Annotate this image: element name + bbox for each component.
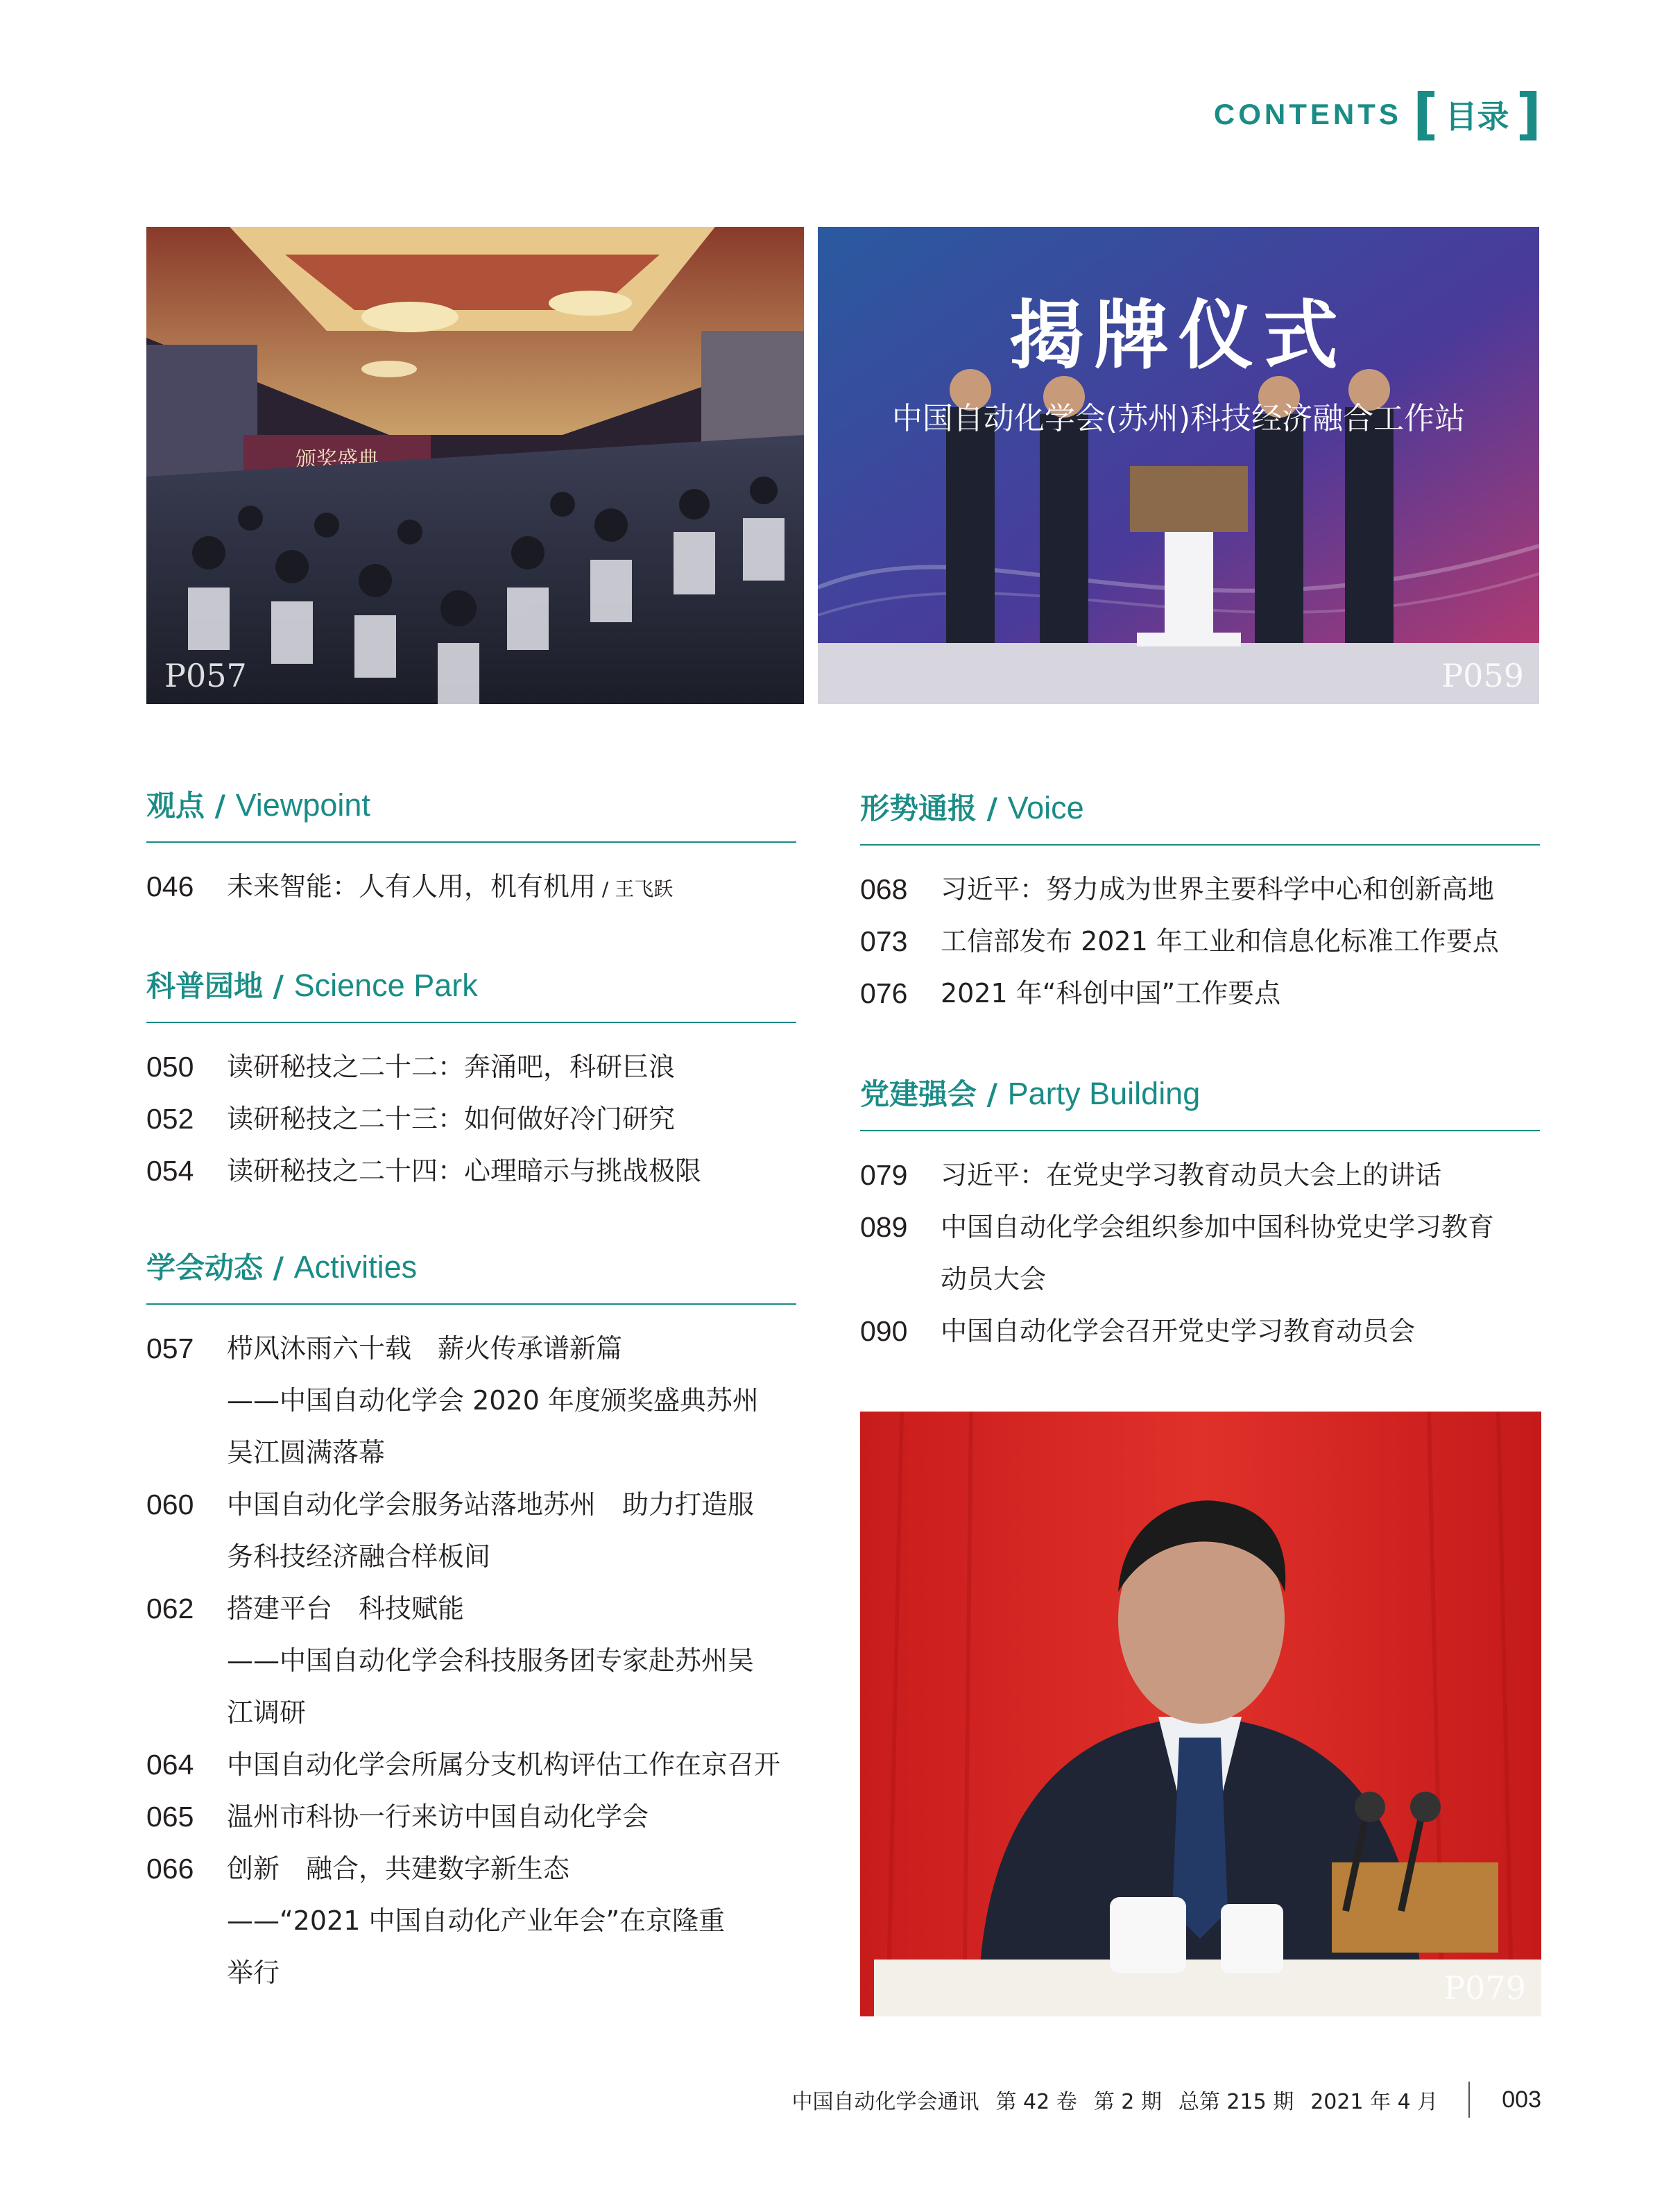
bracket-right: ] <box>1516 82 1541 146</box>
entry-title-line: 栉风沐雨六十载 薪火传承谱新篇 <box>227 1333 623 1364</box>
toc-entry[interactable] <box>860 1149 1540 1201</box>
entry-subtitle-line: ——中国自动化学会 2020 年度颁奖盛典苏州 <box>227 1385 759 1416</box>
section-title-cn: 科普园地 / <box>146 969 294 1003</box>
photo-speaker[interactable] <box>860 1412 1541 2016</box>
toc-entry[interactable] <box>146 1479 796 1583</box>
issue-date: 2021 年 4 月 <box>1310 2090 1439 2114</box>
section-header <box>860 787 1540 846</box>
entry-title: 温州市科协一行来访中国自动化学会 <box>227 1801 649 1832</box>
issue-label: 第 2 期 <box>1093 2090 1162 2114</box>
entry-title <box>227 1323 759 1479</box>
section-header <box>146 965 796 1023</box>
section-title-en: Viewpoint <box>235 787 370 823</box>
entry-title-line: 中国自动化学会服务站落地苏州 助力打造服 <box>227 1489 755 1520</box>
page-number: 064 <box>146 1749 194 1781</box>
section-voice <box>860 787 1540 1020</box>
stage-banner-text: 颁奖盛典 <box>295 447 379 472</box>
entry-title <box>227 1843 725 1999</box>
section-header <box>146 785 796 843</box>
entry-title-line: 务科技经济融合样板间 <box>227 1541 491 1572</box>
entry-subtitle-line: 举行 <box>227 1957 280 1988</box>
speaker-image <box>860 1412 1541 2016</box>
page-number: 052 <box>146 1103 194 1135</box>
unveiling-headline: 揭牌仪式 <box>1009 292 1348 379</box>
toc-entry[interactable] <box>860 968 1540 1020</box>
page-footer <box>791 2079 1541 2120</box>
entry-title: 读研秘技之二十二：奔涌吧，科研巨浪 <box>227 1052 676 1082</box>
photo-unveiling-ceremony[interactable] <box>818 227 1539 704</box>
page-number: 068 <box>860 873 908 905</box>
toc-entry[interactable] <box>146 1145 796 1197</box>
page-number: 050 <box>146 1051 194 1083</box>
ceremony-image <box>146 227 804 704</box>
page-number-footer: 003 <box>1502 2086 1541 2113</box>
entry-author: / 王飞跃 <box>596 877 674 900</box>
section-activities <box>146 1246 796 1999</box>
toc-entry[interactable] <box>146 1323 796 1479</box>
toc-entry[interactable] <box>146 1843 796 1999</box>
page-number: 079 <box>860 1159 908 1191</box>
entry-title: 读研秘技之二十三：如何做好冷门研究 <box>227 1104 676 1134</box>
section-title-en: Science Park <box>293 968 478 1003</box>
page-number: 046 <box>146 871 194 902</box>
entry-title: 读研秘技之二十四：心理暗示与挑战极限 <box>227 1156 702 1186</box>
unveiling-subline: 中国自动化学会(苏州)科技经济融合工作站 <box>891 401 1466 436</box>
entry-title-line: 搭建平台 科技赋能 <box>227 1593 465 1624</box>
entry-subtitle-line: ——“2021 中国自动化产业年会”在京隆重 <box>227 1905 726 1936</box>
page-number: 066 <box>146 1853 194 1885</box>
photo-award-ceremony[interactable] <box>146 227 804 704</box>
section-title-en: Voice <box>1007 790 1084 825</box>
entry-subtitle-line: 江调研 <box>227 1697 307 1728</box>
entry-title: 习近平：在党史学习教育动员大会上的讲话 <box>941 1160 1442 1190</box>
section-title-cn: 学会动态 / <box>146 1251 294 1285</box>
entry-title-line: 动员大会 <box>941 1264 1047 1294</box>
entry-title <box>227 1583 754 1739</box>
footer-divider <box>1468 2082 1470 2118</box>
section-party-building <box>860 1073 1540 1357</box>
toc-entry[interactable] <box>146 1041 796 1093</box>
page-number: 054 <box>146 1155 194 1187</box>
toc-entry[interactable] <box>146 1583 796 1739</box>
toc-entry[interactable] <box>146 861 796 915</box>
entry-subtitle-line: ——中国自动化学会科技服务团专家赴苏州吴 <box>227 1645 755 1676</box>
page-number: 062 <box>146 1593 194 1624</box>
page-number: 073 <box>860 925 908 957</box>
entry-title: 习近平：努力成为世界主要科学中心和创新高地 <box>941 874 1495 904</box>
toc-entry[interactable] <box>860 916 1540 968</box>
photo-page-ref: P079 <box>1443 1969 1526 2007</box>
page-number: 090 <box>860 1315 908 1347</box>
contents-header <box>1214 83 1541 146</box>
section-science-park <box>146 965 796 1197</box>
contents-label-cn: 目录 <box>1445 98 1509 135</box>
volume-label: 第 42 卷 <box>995 2090 1077 2114</box>
toc-entry[interactable] <box>860 864 1540 916</box>
page-number: 060 <box>146 1489 194 1520</box>
journal-name: 中国自动化学会通讯 <box>791 2090 979 2114</box>
toc-entry[interactable] <box>860 1305 1540 1357</box>
total-issue-label: 总第 215 期 <box>1178 2090 1294 2114</box>
toc-entry[interactable] <box>860 1201 1540 1305</box>
section-title-cn: 观点 / <box>146 789 236 823</box>
toc-entry[interactable] <box>146 1739 796 1791</box>
contents-label-en: CONTENTS <box>1213 98 1402 130</box>
page-number: 065 <box>146 1801 194 1833</box>
section-title-en: Party Building <box>1007 1076 1201 1111</box>
photo-page-ref: P057 <box>164 657 247 694</box>
section-header <box>146 1246 796 1305</box>
section-viewpoint <box>146 785 796 915</box>
entry-subtitle-line: 吴江圆满落幕 <box>227 1437 386 1468</box>
entry-title: 中国自动化学会召开党史学习教育动员会 <box>941 1316 1416 1346</box>
entry-title <box>227 861 673 915</box>
entry-title-line: 中国自动化学会组织参加中国科协党史学习教育 <box>941 1212 1495 1242</box>
entry-title-line: 未来智能：人有人用，机有机用 <box>227 871 597 902</box>
entry-title: 中国自动化学会所属分支机构评估工作在京召开 <box>227 1749 781 1780</box>
page-number: 089 <box>860 1211 908 1243</box>
section-title-cn: 形势通报 / <box>860 791 1008 825</box>
entry-title <box>227 1479 754 1583</box>
toc-entry[interactable] <box>146 1093 796 1145</box>
entry-title: 工信部发布 2021 年工业和信息化标准工作要点 <box>941 926 1499 957</box>
entry-title-line: 创新 融合，共建数字新生态 <box>227 1853 570 1884</box>
section-title-en: Activities <box>293 1249 418 1285</box>
entry-title: 2021 年“科创中国”工作要点 <box>941 978 1281 1009</box>
section-title-cn: 党建强会 / <box>860 1077 1008 1111</box>
page-number: 057 <box>146 1332 194 1364</box>
photo-page-ref: P059 <box>1441 657 1524 694</box>
bracket-left: [ <box>1412 82 1439 146</box>
entry-title <box>941 1201 1494 1305</box>
section-header <box>860 1073 1540 1131</box>
toc-entry[interactable] <box>146 1791 796 1843</box>
page-number: 076 <box>860 977 908 1009</box>
